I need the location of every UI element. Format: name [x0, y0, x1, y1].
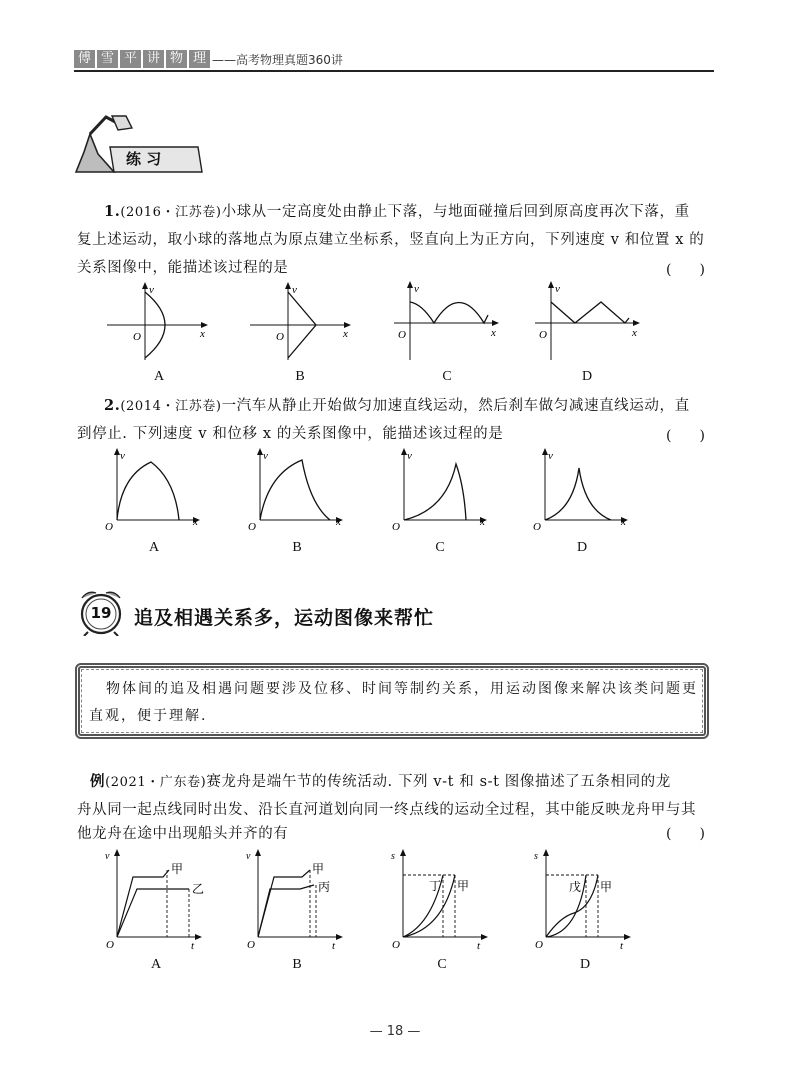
axis-v-label: v — [246, 851, 251, 862]
q1-option-c[interactable]: C — [442, 369, 452, 384]
axis-v-label: v — [407, 450, 412, 462]
q2-answer-blank[interactable]: ( ) — [666, 428, 705, 444]
axis-x-label: x — [480, 516, 485, 528]
origin-label: O — [248, 521, 256, 531]
q2-graph-d — [533, 446, 633, 531]
q2-graph-c — [392, 446, 492, 531]
q1-line1: 1.(2016・江苏卷)小球从一定高度处由静止下落，与地面碰撞后回到原高度再次下落，重 — [104, 203, 690, 220]
q1-line2: 复上述运动，取小球的落地点为原点建立坐标系，竖直向上为正方向，下列速度 v 和位置 x 的 — [77, 232, 705, 248]
topic-number: 19 — [90, 604, 112, 622]
header-rule — [74, 70, 714, 72]
curve-label-jia: 甲 — [312, 862, 325, 876]
axis-x-label: x — [200, 328, 205, 340]
series-char: 傅 — [74, 50, 95, 68]
origin-label: O — [392, 939, 400, 950]
q1-option-d[interactable]: D — [581, 369, 593, 384]
origin-label: O — [106, 939, 114, 950]
q1-line3: 关系图像中，能描述该过程的是 — [77, 260, 289, 276]
ex-option-b[interactable]: B — [292, 957, 302, 972]
q2-line2: 到停止. 下列速度 v 和位移 x 的关系图像中，能描述该过程的是 — [77, 426, 504, 442]
ex-option-c[interactable]: C — [437, 957, 447, 972]
origin-label: O — [392, 521, 400, 531]
q2-option-a[interactable]: A — [148, 540, 160, 555]
example-line3: 他龙舟在途中出现船头并齐的有 — [77, 826, 289, 842]
series-char: 雪 — [97, 50, 118, 68]
axis-x-label: x — [336, 516, 341, 528]
curve-label-yi: 乙 — [192, 882, 205, 896]
ex-graph-d — [532, 845, 642, 950]
curve-label-jia: 甲 — [600, 880, 613, 894]
q1-option-b[interactable]: B — [295, 369, 305, 384]
example-line1: 例(2021・广东卷)赛龙舟是端午节的传统活动. 下列 v-t 和 s-t 图像描述了五条相同的龙 — [90, 774, 671, 790]
curve-label-wu: 戊 — [569, 880, 582, 894]
q1-graph-c — [392, 280, 502, 362]
q2-number: 2. — [104, 397, 121, 414]
origin-label: O — [398, 329, 406, 341]
axis-x-label: x — [621, 516, 626, 528]
example-answer-blank[interactable]: ( ) — [666, 826, 705, 842]
q2-source: (2014・江苏卷) — [120, 399, 222, 414]
q1-graph-b — [248, 282, 353, 362]
q1-answer-blank[interactable]: ( ) — [666, 262, 705, 278]
axis-v-label: v — [548, 450, 553, 462]
q2-option-c[interactable]: C — [435, 540, 445, 555]
axis-t-label: t — [477, 940, 481, 950]
series-char: 理 — [189, 50, 210, 68]
ex-graph-b — [244, 845, 354, 950]
axis-t-label: t — [620, 940, 624, 950]
axis-x-label: x — [632, 327, 637, 339]
axis-v-label: v — [105, 851, 110, 862]
origin-label: O — [535, 939, 543, 950]
curve-label-jia: 甲 — [457, 879, 470, 893]
running-header — [74, 49, 343, 69]
curve-label-jia: 甲 — [171, 862, 184, 876]
axis-v-label: v — [149, 284, 154, 296]
axis-t-label: t — [191, 940, 195, 950]
axis-v-label: v — [292, 284, 297, 296]
example-line2: 舟从同一起点线同时出发、沿长直河道划向同一终点线的运动全过程，其中能反映龙舟甲与其 — [77, 802, 697, 818]
axis-t-label: t — [332, 940, 336, 950]
origin-label: O — [539, 329, 547, 341]
axis-s-label: s — [534, 851, 538, 862]
intro-line2: 直观，便于理解. — [89, 708, 208, 724]
ex-option-a[interactable]: A — [150, 957, 162, 972]
origin-label: O — [133, 331, 141, 343]
q1-source: (2016・江苏卷) — [120, 205, 222, 220]
origin-label: O — [105, 521, 113, 531]
origin-label: O — [533, 521, 541, 531]
intro-line1: 物体间的追及相遇问题要涉及位移、时间等制约关系，用运动图像来解决该类问题更 — [106, 681, 698, 697]
axis-v-label: v — [120, 450, 125, 462]
q1-graph-a — [105, 282, 210, 362]
axis-s-label: s — [391, 851, 395, 862]
example-label: 例 — [90, 774, 106, 790]
curve-label-bing: 丙 — [318, 880, 331, 894]
ex-graph-a — [103, 845, 213, 950]
series-char: 平 — [120, 50, 141, 68]
curve-label-ding: 丁 — [429, 879, 442, 893]
q2-line1: 2.(2014・江苏卷)一汽车从静止开始做匀加速直线运动，然后刹车做匀减速直线运动，直 — [104, 397, 690, 414]
axis-x-label: x — [343, 328, 348, 340]
series-char: 物 — [166, 50, 187, 68]
q2-graph-a — [105, 446, 205, 531]
ex-graph-c — [389, 845, 499, 950]
series-char: 讲 — [143, 50, 164, 68]
q2-graph-b — [248, 446, 348, 531]
q1-number: 1. — [104, 203, 121, 220]
practice-title: 练 习 — [126, 150, 162, 168]
axis-x-label: x — [193, 516, 198, 528]
axis-v-label: v — [414, 283, 419, 295]
q1-option-a[interactable]: A — [153, 369, 165, 384]
origin-label: O — [247, 939, 255, 950]
axis-v-label: v — [555, 283, 560, 295]
q2-option-d[interactable]: D — [576, 540, 588, 555]
ex-option-d[interactable]: D — [579, 957, 591, 972]
example-source: (2021・广东卷) — [105, 775, 207, 790]
topic-title: 追及相遇关系多，运动图像来帮忙 — [134, 607, 435, 629]
page-number: — 18 — — [369, 1024, 421, 1039]
header-subtitle: ——高考物理真题360讲 — [212, 52, 343, 67]
q2-option-b[interactable]: B — [292, 540, 302, 555]
axis-v-label: v — [263, 450, 268, 462]
q1-graph-d — [533, 280, 643, 362]
axis-x-label: x — [491, 327, 496, 339]
origin-label: O — [276, 331, 284, 343]
